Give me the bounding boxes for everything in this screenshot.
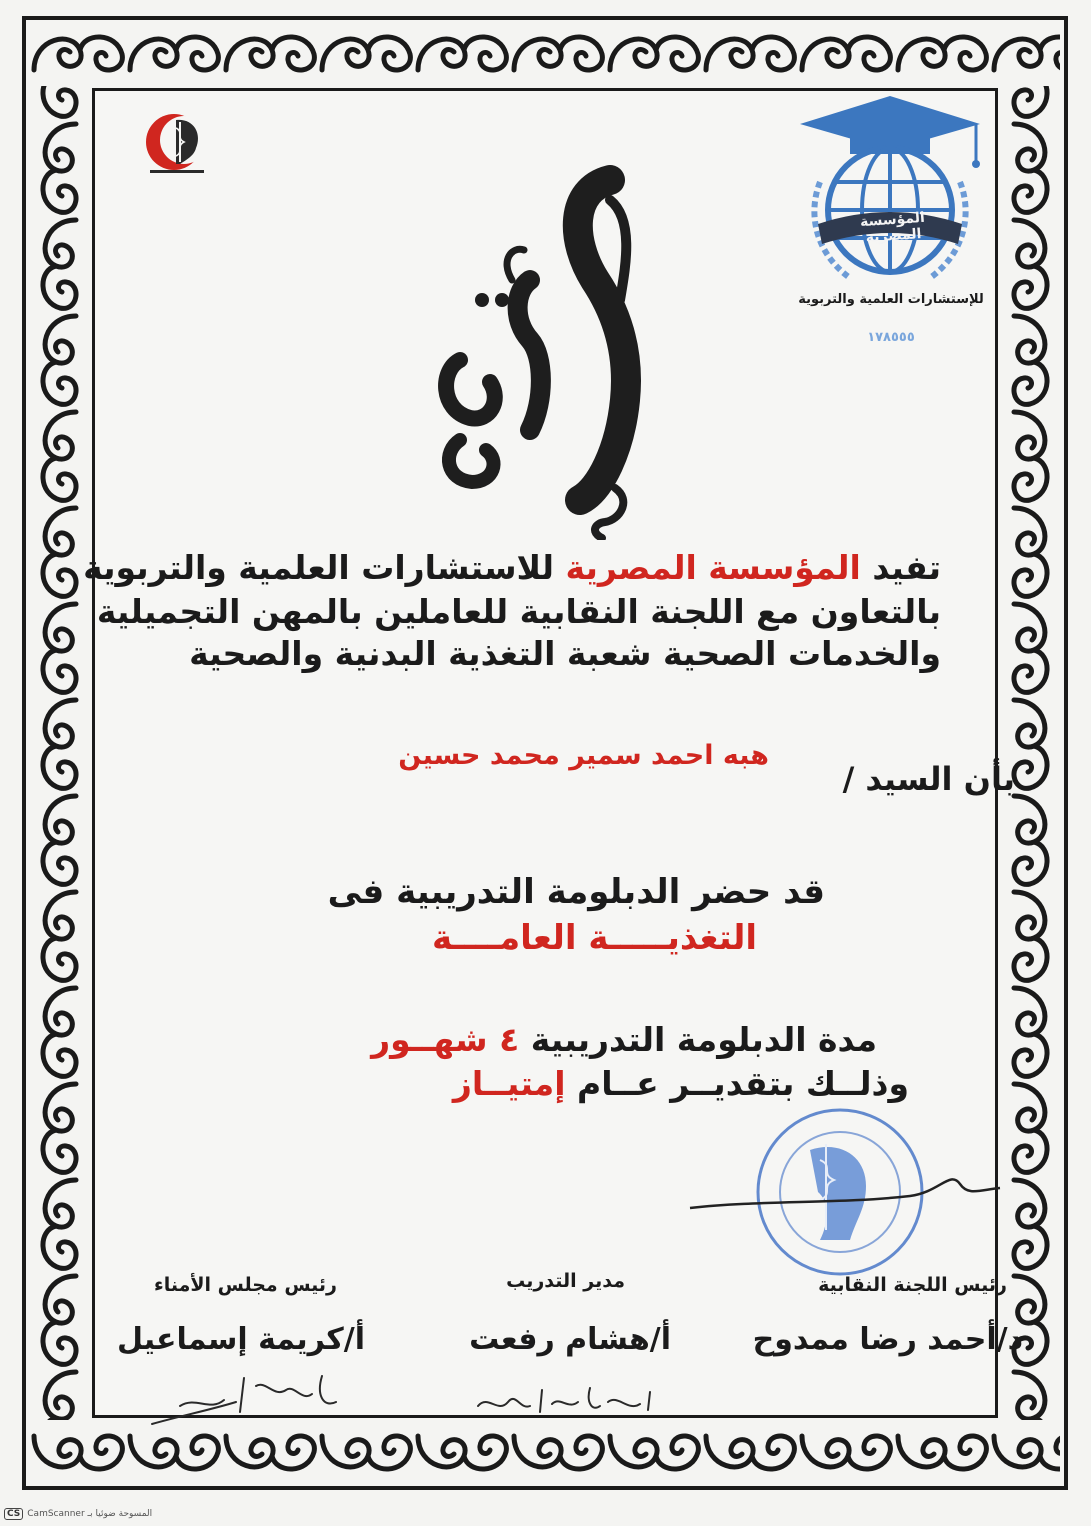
signatory-3-name: أ/كريمة إسماعيل (116, 1322, 365, 1357)
grade-line (453, 1064, 909, 1103)
recipient-name: هبه احمد سمير محمد حسين (398, 740, 769, 771)
body-line-1-suffix: للاستشارات العلمية والتربوية (83, 548, 566, 587)
duration-label: مدة الدبلومة التدريبية (519, 1020, 877, 1059)
institution-number: ١٧٨٥٥٥ (867, 330, 915, 345)
signatory-1-name: د/أحمد رضا ممدوح (752, 1322, 1023, 1357)
signatory-2-name: أ/هشام رفعت (469, 1322, 671, 1357)
signatory-1-title: رئيس اللجنة النقابية (818, 1274, 1007, 1296)
signature-board-chair (140, 1366, 350, 1436)
grade-value: إمتيــاز (452, 1064, 566, 1103)
body-line-1 (83, 548, 941, 587)
institution-globe-logo (790, 92, 990, 288)
body-line-3: والخدمات الصحية شعبة التغذية البدنية والصحية (189, 634, 941, 673)
signatory-2-title: مدير التدريب (506, 1270, 625, 1292)
institution-banner-text: المؤسسة المصرية (859, 209, 926, 246)
body-line-2: بالتعاون مع اللجنة النقابية للعاملين بالمهن التجميلية (96, 592, 941, 631)
signature-training-director (468, 1376, 668, 1426)
scanner-footer (4, 1508, 152, 1520)
camscanner-text: CamScanner المسوحة ضوئيا بـ (27, 1509, 153, 1519)
title-calligraphy (420, 160, 700, 540)
signatory-3-title: رئيس مجلس الأمناء (153, 1274, 337, 1296)
union-crescent-logo (136, 104, 216, 184)
syndicate-stamp (680, 1100, 1010, 1300)
duration-line (371, 1020, 877, 1059)
duration-value: ٤ شهــور (371, 1020, 520, 1059)
body-line-1-prefix: تفيد (860, 548, 941, 587)
recipient-label: بأن السيد / (842, 760, 1015, 798)
grade-label: وذلــك بتقديــر عــام (565, 1064, 909, 1103)
attended-text: قد حضر الدبلومة التدريبية فى (327, 872, 825, 912)
course-name: التغذيـــــة العامــــة (432, 918, 757, 958)
institution-name-highlight: المؤسسة المصرية (565, 548, 861, 587)
institution-caption: للإستشارات العلمية والتربوية (798, 292, 984, 307)
camscanner-badge: CS (4, 1508, 23, 1520)
